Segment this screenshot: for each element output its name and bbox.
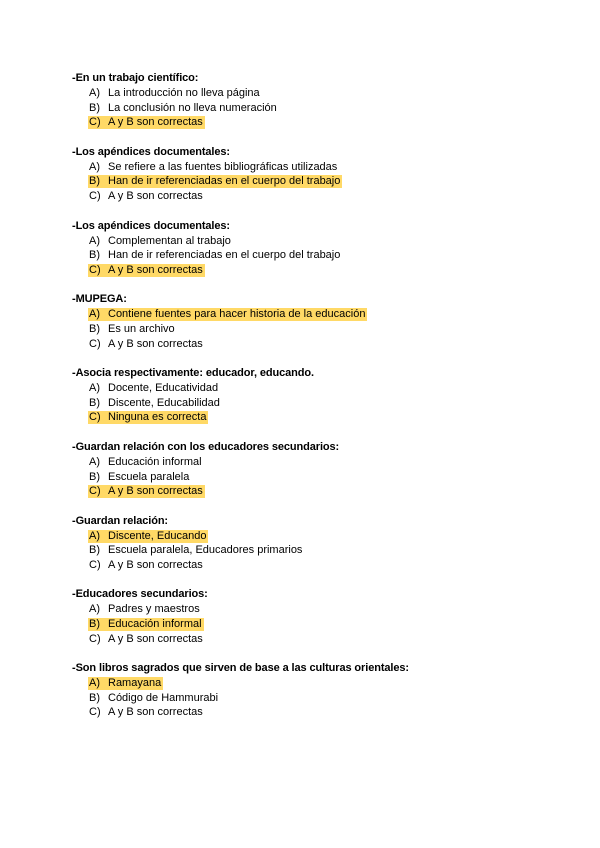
highlighted-answer [88,485,205,498]
question-block [72,219,552,278]
question-block [72,440,552,499]
option-text: Complementan al trabajo [108,234,231,247]
answer-option [72,396,552,411]
option-letter: A) [89,160,100,173]
answer-option [72,101,552,116]
option-letter: C) [89,116,101,129]
answer-content [88,249,342,262]
option-letter: B) [89,470,100,483]
option-letter: C) [89,632,101,645]
highlighted-answer [88,618,204,631]
option-text: Discente, Educando [108,529,207,542]
answer-option [72,248,552,263]
answer-option [72,307,552,322]
answer-option [72,558,552,573]
option-letter: C) [89,485,101,498]
answer-option [72,160,552,175]
answer-option [72,632,552,647]
option-letter: A) [89,603,100,616]
option-letter: A) [89,529,100,542]
highlighted-answer [88,116,205,129]
answer-content [88,190,205,203]
option-letter: C) [89,706,101,719]
option-text: Escuela paralela [108,470,190,483]
answer-content [88,102,279,115]
answer-content [88,323,177,336]
answer-option [72,234,552,249]
highlighted-answer [88,530,208,543]
answer-content [88,544,304,557]
option-letter: C) [89,411,101,424]
answer-option [72,617,552,632]
option-text: Educación informal [108,618,202,631]
option-text: Código de Hammurabi [108,691,219,704]
question-block [72,661,552,720]
question-text: -Asocia respectivamente: educador, educando. [72,367,314,380]
answer-option [72,484,552,499]
option-letter: C) [89,558,101,571]
option-letter: A) [89,382,100,395]
option-text: A y B son correctas [108,189,203,202]
answer-option [72,691,552,706]
highlighted-answer [88,411,208,424]
answer-content [88,235,233,248]
option-text: Contiene fuentes para hacer historia de la educación [108,308,366,321]
question-text: -Los apéndices documentales: [72,145,230,158]
option-text: A y B son correctas [108,337,203,350]
option-text: A y B son correctas [108,558,203,571]
answer-content [88,397,222,410]
option-text: Ninguna es correcta [108,411,207,424]
option-text: A y B son correctas [108,263,203,276]
question-block [72,71,552,130]
option-text: Han de ir referenciadas en el cuerpo del trabajo [108,249,341,262]
answer-content [88,338,205,351]
question-text: -Son libros sagrados que sirven de base a las culturas orientales: [72,662,409,675]
option-text: Es un archivo [108,322,175,335]
highlighted-answer [88,264,205,277]
answer-option [72,337,552,352]
option-letter: B) [89,175,100,188]
highlighted-answer [88,308,367,321]
highlighted-answer [88,677,163,690]
option-letter: B) [89,618,100,631]
option-text: Han de ir referenciadas en el cuerpo del trabajo [108,175,341,188]
option-letter: C) [89,189,101,202]
option-letter: C) [89,337,101,350]
quiz-list [72,71,552,735]
option-letter: A) [89,455,100,468]
answer-option [72,602,552,617]
option-text: Educación informal [108,455,202,468]
answer-option [72,381,552,396]
option-text: A y B son correctas [108,116,203,129]
answer-content [88,456,204,469]
option-text: A y B son correctas [108,485,203,498]
option-text: Padres y maestros [108,603,200,616]
answer-content [88,706,205,719]
answer-content [88,559,205,572]
option-letter: B) [89,396,100,409]
question-text: -En un trabajo científico: [72,72,199,84]
option-text: Ramayana [108,677,162,690]
question-block [72,145,552,204]
option-text: Escuela paralela, Educadores primarios [108,544,303,557]
option-letter: B) [89,544,100,557]
answer-option [72,410,552,425]
option-letter: A) [89,234,100,247]
question-text: -MUPEGA: [72,293,127,306]
option-text: Se refiere a las fuentes bibliográficas utilizadas [108,160,338,173]
option-letter: A) [89,677,100,690]
option-text: La introducción no lleva página [108,87,260,99]
option-letter: B) [89,322,100,335]
answer-option [72,543,552,558]
answer-option [72,455,552,470]
answer-content [88,87,262,100]
answer-content [88,161,339,174]
answer-content [88,692,220,705]
answer-content [88,382,220,395]
question-block [72,514,552,573]
option-text: A y B son correctas [108,706,203,719]
option-text: La conclusión no lleva numeración [108,101,277,114]
question-text: -Guardan relación con los educadores secundarios: [72,440,340,453]
answer-content [88,633,205,646]
answer-option [72,174,552,189]
question-text: -Los apéndices documentales: [72,219,230,232]
answer-option [72,263,552,278]
option-letter: C) [89,263,101,276]
option-text: Discente, Educabilidad [108,396,220,409]
option-letter: B) [89,101,100,114]
question-block [72,587,552,646]
answer-option [72,470,552,485]
answer-option [72,322,552,337]
question-text: -Educadores secundarios: [72,588,208,601]
option-text: Docente, Educatividad [108,382,219,395]
answer-option [72,705,552,720]
answer-option [72,529,552,544]
answer-content [88,471,191,484]
option-letter: B) [89,691,100,704]
option-letter: A) [89,87,100,99]
highlighted-answer [88,175,342,188]
option-letter: B) [89,249,100,262]
question-text: -Guardan relación: [72,514,168,527]
answer-content [88,603,202,616]
answer-option [72,189,552,204]
answer-option [72,676,552,691]
option-letter: A) [89,308,100,321]
question-block [72,292,552,351]
question-block [72,366,552,425]
answer-option [72,86,552,101]
option-text: A y B son correctas [108,632,203,645]
answer-option [72,115,552,130]
